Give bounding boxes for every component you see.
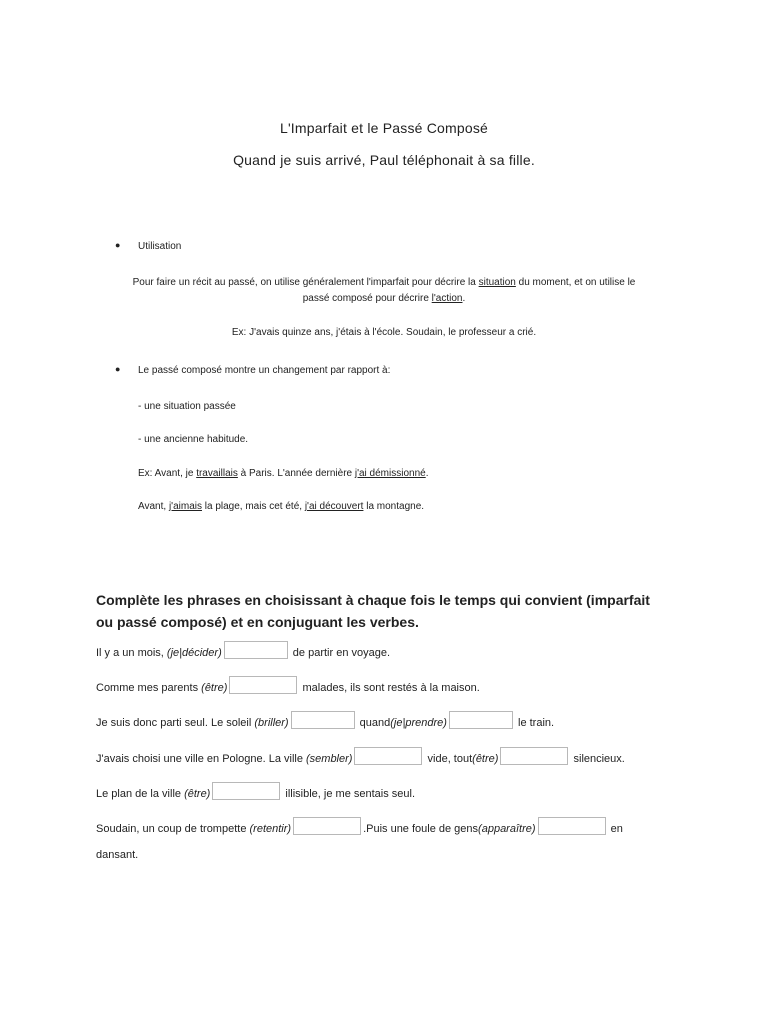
list-item: - une situation passée xyxy=(138,401,236,412)
exercise-line-1: Il y a un mois, (je|décider) de partir en voyage. xyxy=(96,641,390,659)
exercise-line-6: Soudain, un coup de trompette (retentir) .Puis une foule de gens(apparaître) en xyxy=(96,817,623,835)
section-passe-compose-label: Le passé composé montre un changement par rapport à: xyxy=(138,365,391,376)
answer-input[interactable] xyxy=(224,641,288,659)
utilisation-example: Ex: J'avais quinze ans, j'étais à l'école. Soudain, le professeur a crié. xyxy=(231,327,537,338)
section-utilisation-label: Utilisation xyxy=(138,241,182,252)
answer-input[interactable] xyxy=(449,711,513,729)
exercise-line-2: Comme mes parents (être) malades, ils sont restés à la maison. xyxy=(96,676,480,694)
exercise-line-5: Le plan de la ville (être) illisible, je me sentais seul. xyxy=(96,782,415,800)
page-subtitle: Quand je suis arrivé, Paul téléphonait à sa fille. xyxy=(233,152,535,168)
answer-input[interactable] xyxy=(293,817,361,835)
answer-input[interactable] xyxy=(538,817,606,835)
list-item: - une ancienne habitude. xyxy=(138,434,249,445)
exercise-line-3: Je suis donc parti seul. Le soleil (briller) quand(je|prendre) le train. xyxy=(96,711,554,729)
answer-input[interactable] xyxy=(500,747,568,765)
example-line-1: Ex: Avant, je travaillais à Paris. L'année dernière j'ai démissionné. xyxy=(138,468,429,479)
exercise-line-4: J'avais choisi une ville en Pologne. La ville (sembler) vide, tout(être) silencieux. xyxy=(96,747,625,765)
bullet-icon: ● xyxy=(115,240,121,250)
answer-input[interactable] xyxy=(229,676,297,694)
exercise-line-6-continued: dansant. xyxy=(96,849,139,861)
exercise-heading: Complète les phrases en choisissant à chaque fois le temps qui convient (imparfait ou passé composé) et en conjuguant les verbes. xyxy=(96,592,650,630)
page-title: L'Imparfait et le Passé Composé xyxy=(279,120,489,136)
answer-input[interactable] xyxy=(291,711,355,729)
example-line-2: Avant, j'aimais la plage, mais cet été, j'ai découvert la montagne. xyxy=(138,501,425,512)
answer-input[interactable] xyxy=(354,747,422,765)
utilisation-paragraph: Pour faire un récit au passé, on utilise généralement l'imparfait pour décrire la situation du moment, et on utilise le passé composé pour décrire l'action. xyxy=(132,277,636,304)
answer-input[interactable] xyxy=(212,782,280,800)
bullet-icon: ● xyxy=(115,364,121,374)
